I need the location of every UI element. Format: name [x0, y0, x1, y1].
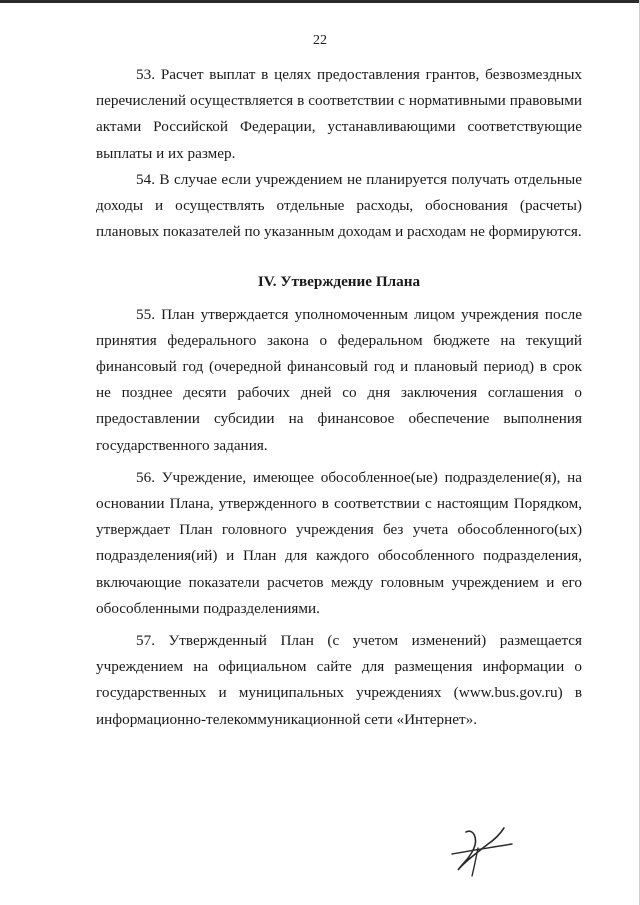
handwritten-signature	[448, 818, 518, 880]
document-body	[96, 62, 582, 733]
paragraph-56: 56. Учреждение, имеющее обособленное(ые) подразделение(я), на основании Плана, утвержденного в соответствии с настоящим Порядком, утверждает План головного учреждения без учета обособленного(ых) подразделения(ий) и План для каждого обособленного подразделения, включающие показатели расчетов между головным учреждением и его обособленными подразделениями.	[96, 468, 582, 617]
paragraph-57: 57. Утвержденный План (с учетом изменений) размещается учреждением на официальном сайте для размещения информации о государственных и муниципальных учреждениях (www.bus.gov.ru) в информационно-телекоммуникационной сети «Интернет».	[96, 632, 582, 728]
paragraph-54: 54. В случае если учреждением не планируется получать отдельные доходы и осуществлять отдельные расходы, обоснования (расчеты) плановых показателей по указанным доходам и расходам не формируются.	[96, 170, 582, 241]
page-number: 22	[313, 33, 327, 48]
paragraph-55: 55. План утверждается уполномоченным лицом учреждения после принятия федерального закона о федеральном бюджете на текущий финансовый год (очередной финансовый год и плановый период) в срок не позднее десяти рабочих дней со дня заключения соглашения о предоставлении субсидии на финансовое обеспечение выполнения государственного задания.	[96, 305, 582, 454]
section-heading: IV. Утверждение Плана	[257, 273, 421, 291]
scan-top-border	[0, 0, 640, 3]
paragraph-53: 53. Расчет выплат в целях предоставления грантов, безвозмездных перечислений осуществляется в соответствии с нормативными правовыми актами Российской Федерации, устанавливающими соответствующие выплаты и их размер.	[96, 66, 582, 162]
